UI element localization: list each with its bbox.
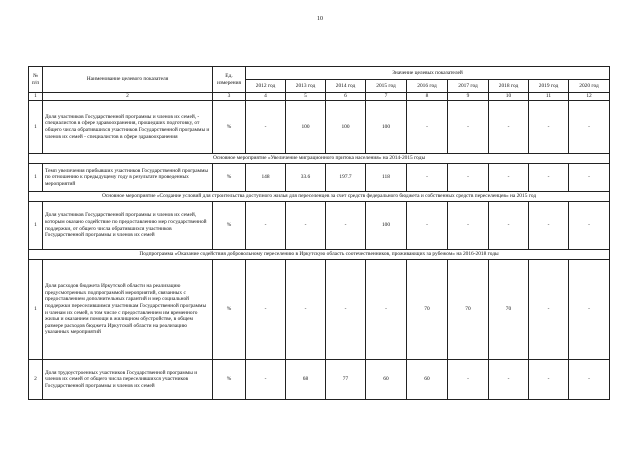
value-cell: - <box>489 164 529 192</box>
value-cell: - <box>529 260 569 360</box>
value-cell: - <box>569 202 610 250</box>
value-cell: 148 <box>246 164 286 192</box>
value-cell: 77 <box>326 360 366 400</box>
column-number: 7 <box>366 93 407 101</box>
header-values: Значение целевых показателей <box>246 67 610 80</box>
header-year: 2014 год <box>326 80 366 93</box>
column-number: 9 <box>448 93 489 101</box>
table-row <box>29 164 610 192</box>
value-cell: - <box>286 202 326 250</box>
value-cell: - <box>407 164 448 192</box>
table-body <box>29 67 610 400</box>
unit-cell: % <box>213 260 246 360</box>
header-name: Наименование целевого показателя <box>43 67 213 93</box>
table-row <box>29 260 610 360</box>
column-number: 11 <box>529 93 569 101</box>
indicators-table <box>28 66 610 400</box>
row-number: 1 <box>29 260 43 360</box>
indicator-name: Доля участников Государственной программы и членов их семей, которым оказано содействие по предоставлению мер государственной поддержки, от общего числа обратившихся участников Государственной программы и членов их семей <box>43 202 213 250</box>
value-cell: - <box>569 360 610 400</box>
column-number: 8 <box>407 93 448 101</box>
header-row <box>29 67 610 80</box>
value-cell: - <box>448 360 489 400</box>
value-cell: - <box>569 164 610 192</box>
header-year: 2013 год <box>286 80 326 93</box>
value-cell: 60 <box>366 360 407 400</box>
value-cell: - <box>569 260 610 360</box>
unit-cell: % <box>213 101 246 154</box>
value-cell: - <box>246 202 286 250</box>
table-row <box>29 101 610 154</box>
row-number: 1 <box>29 101 43 154</box>
section-row <box>29 192 610 202</box>
header-year: 2015 год <box>366 80 407 93</box>
value-cell: 100 <box>286 101 326 154</box>
section-title: Основное мероприятие «Создание условий для строительства доступного жилья для переселенцев за счет средств федерального бюджета и собственных средств переселенцев» на 2015 год <box>29 192 610 202</box>
header-year: 2018 год <box>489 80 529 93</box>
page-number: 10 <box>317 16 323 22</box>
value-cell: - <box>366 260 407 360</box>
value-cell: 100 <box>366 101 407 154</box>
value-cell: 70 <box>448 260 489 360</box>
section-row <box>29 154 610 164</box>
table-row <box>29 360 610 400</box>
header-year: 2019 год <box>529 80 569 93</box>
header-num: № п/п <box>29 67 43 93</box>
value-cell: 118 <box>366 164 407 192</box>
value-cell: - <box>529 202 569 250</box>
value-cell: 60 <box>407 360 448 400</box>
value-cell: - <box>448 164 489 192</box>
value-cell: 68 <box>286 360 326 400</box>
value-cell: - <box>286 260 326 360</box>
value-cell: 33.6 <box>286 164 326 192</box>
value-cell: 197.7 <box>326 164 366 192</box>
value-cell: - <box>326 202 366 250</box>
unit-cell: % <box>213 202 246 250</box>
section-title: Основное мероприятие «Увеличение миграционного притока населения» на 2014-2015 годы <box>29 154 610 164</box>
value-cell: - <box>448 101 489 154</box>
column-number: 2 <box>43 93 213 101</box>
indicator-name: Доля расходов бюджета Иркутской области на реализацию предусмотренных подпрограммой мероприятий, связанных с предоставлением дополнительных гарантий и мер социальной поддержки переселившимся участникам Государственной программы и членам их семей, в том числе с предоставлением им временного жилья и оказанием помощи в жилищном обустройстве, в общем размере расходов бюджета Иркутской области на реализацию указанных мероприятий <box>43 260 213 360</box>
column-number: 12 <box>569 93 610 101</box>
header-year: 2017 год <box>448 80 489 93</box>
column-number: 3 <box>213 93 246 101</box>
indicator-name: Доля участников Государственной программы и членов их семей, - специалистов в сфере здравоохранения, прошедших подготовку, от общего числа обратившихся участников Государственной программы и членов их семей - специалистов в сфере здравоохранения <box>43 101 213 154</box>
value-cell: - <box>569 101 610 154</box>
column-number: 10 <box>489 93 529 101</box>
value-cell: - <box>407 101 448 154</box>
table-row <box>29 202 610 250</box>
row-number: 2 <box>29 360 43 400</box>
value-cell: 100 <box>366 202 407 250</box>
value-cell: - <box>448 202 489 250</box>
value-cell: - <box>246 101 286 154</box>
column-number: 6 <box>326 93 366 101</box>
value-cell: - <box>529 164 569 192</box>
value-cell: 100 <box>326 101 366 154</box>
row-number: 1 <box>29 164 43 192</box>
unit-cell: % <box>213 164 246 192</box>
value-cell: - <box>489 360 529 400</box>
header-year: 2016 год <box>407 80 448 93</box>
value-cell: - <box>246 360 286 400</box>
column-number: 5 <box>286 93 326 101</box>
value-cell: 70 <box>489 260 529 360</box>
row-number: 1 <box>29 202 43 250</box>
column-number: 1 <box>29 93 43 101</box>
value-cell: - <box>489 202 529 250</box>
header-year: 2020 год <box>569 80 610 93</box>
indicator-name: Темп увеличения прибывших участников Государственной программы по отношению к предыдущему году в результате проведенных мероприятий <box>43 164 213 192</box>
header-unit: Ед. измерения <box>213 67 246 93</box>
value-cell: - <box>529 360 569 400</box>
column-number: 4 <box>246 93 286 101</box>
column-numbers-row <box>29 93 610 101</box>
indicator-name: Доля трудоустроенных участников Государственной программы и членов их семей от общего числа переселившихся участников Государственной программы и членов их семей <box>43 360 213 400</box>
value-cell: - <box>246 260 286 360</box>
section-row <box>29 250 610 260</box>
unit-cell: % <box>213 360 246 400</box>
value-cell: - <box>407 202 448 250</box>
value-cell: - <box>489 101 529 154</box>
header-year: 2012 год <box>246 80 286 93</box>
section-title: Подпрограмма «Оказание содействия добровольному переселению в Иркутскую область соотечественников, проживающих за рубежом» на 2016-2018 годы <box>29 250 610 260</box>
value-cell: - <box>326 260 366 360</box>
value-cell: 70 <box>407 260 448 360</box>
value-cell: - <box>529 101 569 154</box>
